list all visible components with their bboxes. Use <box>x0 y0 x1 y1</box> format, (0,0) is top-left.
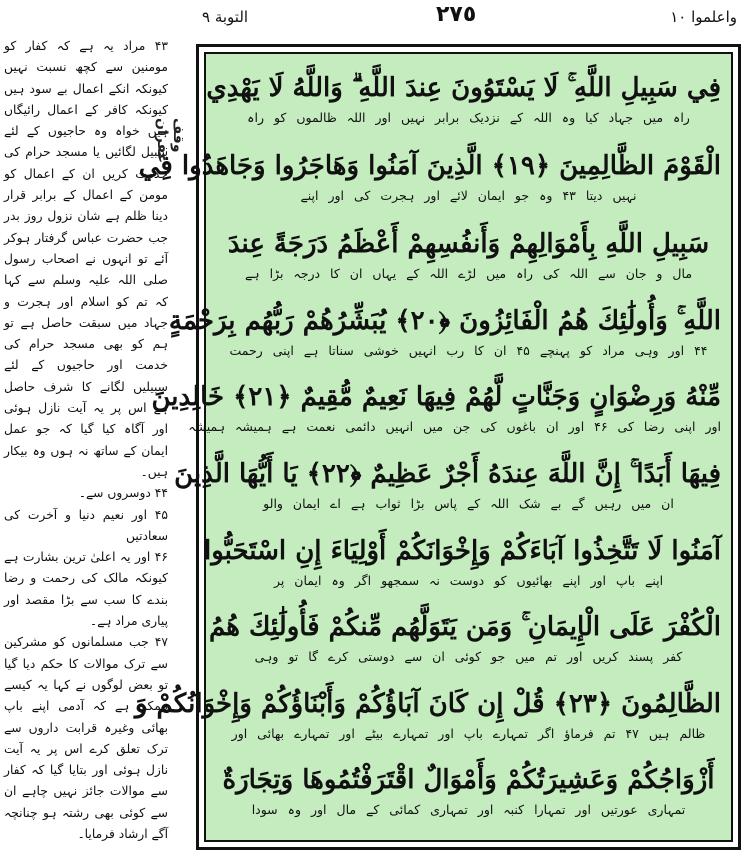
arabic-text: الْكُفْرَ عَلَى الْإِيمَانِ ۚ وَمَن يَتَوَلَّهُم مِّنكُمْ فَأُولَٰئِكَ هُمُ <box>208 612 721 642</box>
urdu-translation: مال و جان سے اللہ کی راہ میں لڑے اللہ کے یہاں ان کا درجہ بڑا ہے <box>244 266 693 281</box>
commentary-note: ۴۴ دوسروں سے۔ <box>78 486 168 501</box>
arabic-text: الظَّالِمُونَ ﴿٢٣﴾ قُلْ إِن كَانَ آبَاؤُكُمْ وَأَبْنَاؤُكُمْ وَإِخْوَانُكُمْ وَ <box>134 689 721 719</box>
arabic-text: أَزْوَاجُكُمْ وَعَشِيرَتُكُمْ وَأَمْوَالٌ اقْتَرَفْتُمُوهَا وَتِجَارَةٌ <box>222 765 715 795</box>
arabic-text: فِيهَا أَبَدًا ۚ إِنَّ اللَّهَ عِندَهُ أَجْرٌ عَظِيمٌ ﴿٢٢﴾ يَا أَيُّهَا الَّذِينَ <box>174 459 721 489</box>
urdu-translation: نہیں دیتا ۴۳ وہ جو ایمان لائے اور ہجرت کی اور اپنے <box>300 188 637 203</box>
page-header <box>196 0 745 44</box>
commentary-note: ۴۶ اور یہ اعلیٰ ترین بشارت ہے کیونکہ مالک کی رحمت و رضا بندے کا سب سے بڑا مقصد اور پیاری مراد ہے۔ <box>4 550 168 629</box>
urdu-translation: تمہاری عورتیں اور تمہارا کنبہ اور تمہاری کمائی کے مال اور وہ سودا <box>251 802 686 817</box>
arabic-text: الْقَوْمَ الظَّالِمِينَ ﴿١٩﴾ الَّذِينَ آمَنُوا وَهَاجَرُوا وَجَاهَدُوا فِي <box>138 151 721 181</box>
urdu-translation: اور اپنی رضا کی ۴۶ اور ان باغوں کی جن میں انہیں دائمی نعمت ہے ہمیشہ ہمیشہ <box>188 419 721 434</box>
commentary-note: ۴۷ جب مسلمانوں کو مشرکین سے ترک موالات کا حکم دیا گیا تو بعض لوگوں نے کہا یہ کیسے ممکن ہے کہ آدمی اپنے باپ بھائی وغیرہ قرابت داروں سے ترک تعلق کرے اس پر یہ آیت نازل ہوئی اور بتایا گیا کہ کفار سے موالات جائز نہیں چاہے ان سے کوئی بھی رشتہ ہو چنانچہ آگے ارشاد فرمایا۔ <box>4 635 168 841</box>
urdu-translation: کفر پسند کریں اور تم میں جو کوئی ان سے دوستی کرے گا تو وہی <box>254 649 683 664</box>
arabic-text: سَبِيلِ اللَّهِ بِأَمْوَالِهِمْ وَأَنفُسِهِمْ أَعْظَمُ دَرَجَةً عِندَ <box>227 229 710 259</box>
arabic-text: اللَّهِ ۚ وَأُولَٰئِكَ هُمُ الْفَائِزُونَ ﴿٢٠﴾ يُبَشِّرُهُمْ رَبُّهُم بِرَحْمَةٍ <box>168 306 721 336</box>
arabic-text: مِّنْهُ وَرِضْوَانٍ وَجَنَّاتٍ لَّهُمْ فِيهَا نَعِيمٌ مُّقِيمٌ ﴿٢١﴾ خَالِدِينَ <box>151 382 721 412</box>
arabic-text: آمَنُوا لَا تَتَّخِذُوا آبَاءَكُمْ وَإِخْوَانَكُمْ أَوْلِيَاءَ إِنِ اسْتَحَبُّوا <box>204 536 721 566</box>
urdu-translation: راہ میں جہاد کیا وہ اللہ کے نزدیک برابر نہیں اور اللہ ظالموں کو راہ <box>247 110 690 125</box>
urdu-translation: اپنے باپ اور اپنے بھائیوں کو دوست نہ سمجھو اگر وہ ایمان پر <box>273 573 664 588</box>
page-number: ٢٧٥ <box>436 2 477 27</box>
urdu-translation: ظالم ہیں ۴۷ تم فرماؤ اگر تمہارے باپ اور تمہارے بیٹے اور تمہارے بھائی اور <box>231 726 706 741</box>
urdu-translation: ۴۴ اور وہی مراد کو پہنچے ۴۵ ان کا رب انہیں خوشی سناتا ہے اپنی رحمت <box>229 343 708 358</box>
para-name: واعلموا ١٠ <box>670 8 737 26</box>
commentary-note: ۴۵ اور نعیم دنیا و آخرت کی سعادتیں <box>4 507 168 543</box>
surah-name: التوبة ٩ <box>202 8 249 26</box>
arabic-text: فِي سَبِيلِ اللَّهِ ۚ لَا يَسْتَوُونَ عِندَ اللَّهِ ۗ وَاللَّهُ لَا يَهْدِي <box>206 73 721 103</box>
waqf-mark: وقف غفران <box>154 118 186 164</box>
commentary-note: ۴۳ مراد یہ ہے کہ کفار کو مومنین سے کچھ نسبت نہیں کیونکہ انکے اعمال بے سود ہیں کیونکہ کافر کے اعمال رائیگاں ہیں خواہ وہ حاجیوں کے لئے سبیل لگائیں یا مسجد حرام کی خدمت کریں ان کے اعمال کو مومن کے اعمال کے برابر قرار دینا ظلم ہے شان نزول روز بدر جب حضرت عباس گرفتار ہوکر آئے تو انہوں نے اصحاب رسول صلی اللہ علیہ وسلم سے کہا کہ تم کو اسلام اور ہجرت و جہاد میں سبقت حاصل ہے تو ہم کو بھی مسجد حرام کی خدمت اور حاجیوں کے لئے سبیلیں لگانے کا شرف حاصل ہے اس پر یہ آیت نازل ہوئی اور آگاہ کیا گیا کہ جو عمل ایمان کے ساتھ نہ ہوں وہ بیکار ہیں۔ <box>4 39 168 479</box>
urdu-translation: ان میں رہیں گے بے شک اللہ کے پاس بڑا ثواب ہے اے ایمان والو <box>263 496 674 511</box>
